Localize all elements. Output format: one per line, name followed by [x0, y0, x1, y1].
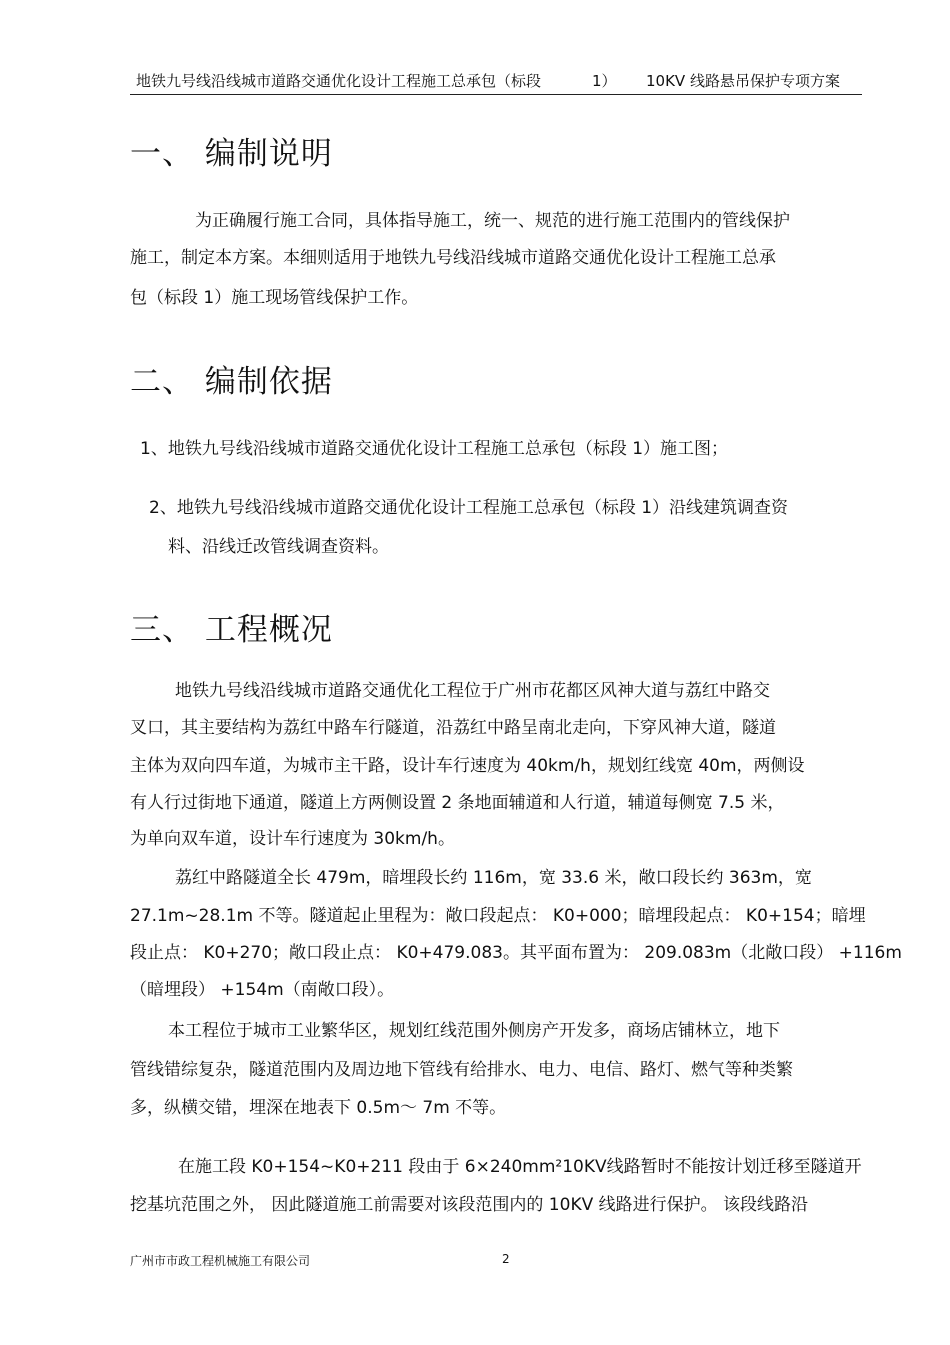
paragraph-line: 27.1m~28.1m 不等。隧道起止里程为：敞口段起点： K0+000；暗埋段起点： K0+154；暗埋 — [130, 906, 866, 926]
paragraph-line: 多，纵横交错，埋深在地表下 0.5m～ 7m 不等。 — [130, 1098, 507, 1118]
list-item: 1、地铁九号线沿线城市道路交通优化设计工程施工总承包（标段 1）施工图； — [140, 439, 729, 459]
paragraph-line: 荔红中路隧道全长 479m，暗埋段长约 116m，宽 33.6 米，敞口段长约 363m，宽 — [175, 868, 812, 888]
paragraph-line: 叉口，其主要结构为荔红中路车行隧道，沿荔红中路呈南北走向，下穿风神大道，隧道 — [130, 718, 776, 738]
section-heading-3: 三、 工程概况 — [130, 612, 333, 648]
paragraph-line: 挖基坑范围之外， 因此隧道施工前需要对该段范围内的 10KV 线路进行保护。 该段线路沿 — [130, 1195, 809, 1215]
footer-company: 广州市市政工程机械施工有限公司 — [130, 1254, 311, 1268]
list-item-continuation: 料、沿线迁改管线调查资料。 — [168, 537, 389, 557]
paragraph-line: 在施工段 K0+154~K0+211 段由于 6×240mm²10KV线路暂时不能按计划迁移至隧道开 — [178, 1157, 862, 1177]
list-item: 2、地铁九号线沿线城市道路交通优化设计工程施工总承包（标段 1）沿线建筑调查资 — [149, 498, 789, 518]
page-header — [130, 68, 862, 95]
paragraph-line: 为单向双车道，设计车行速度为 30km/h。 — [130, 829, 455, 849]
paragraph-line: 包（标段 1）施工现场管线保护工作。 — [130, 288, 419, 308]
paragraph-line: 主体为双向四车道，为城市主干路，设计车行速度为 40km/h，规划红线宽 40m，两侧设 — [130, 756, 805, 776]
paragraph-line: 地铁九号线沿线城市道路交通优化工程位于广州市花都区风神大道与荔红中路交 — [175, 681, 770, 701]
page-number: 2 — [502, 1252, 510, 1266]
section-heading-2: 二、 编制依据 — [130, 364, 333, 400]
section-heading-1: 一、 编制说明 — [130, 136, 333, 172]
header-title-part3: 10KV 线路悬吊保护专项方案 — [646, 72, 840, 90]
header-title-part2: 1） — [592, 72, 617, 90]
header-title-part1: 地铁九号线沿线城市道路交通优化设计工程施工总承包（标段 — [136, 72, 542, 90]
paragraph-line: （暗埋段） +154m（南敞口段）。 — [130, 980, 395, 1000]
paragraph-line: 为正确履行施工合同，具体指导施工，统一、规范的进行施工范围内的管线保护 — [195, 211, 790, 231]
paragraph-line: 施工，制定本方案。本细则适用于地铁九号线沿线城市道路交通优化设计工程施工总承 — [130, 248, 776, 268]
paragraph-line: 有人行过街地下通道，隧道上方两侧设置 2 条地面辅道和人行道，辅道每侧宽 7.5 米， — [130, 793, 785, 813]
paragraph-line: 本工程位于城市工业繁华区，规划红线范围外侧房产开发多，商场店铺林立，地下 — [168, 1021, 780, 1041]
paragraph-line: 管线错综复杂，隧道范围内及周边地下管线有给排水、电力、电信、路灯、燃气等种类繁 — [130, 1060, 793, 1080]
paragraph-line: 段止点： K0+270；敞口段止点： K0+479.083。其平面布置为： 209.083m（北敞口段） +116m — [130, 943, 902, 963]
